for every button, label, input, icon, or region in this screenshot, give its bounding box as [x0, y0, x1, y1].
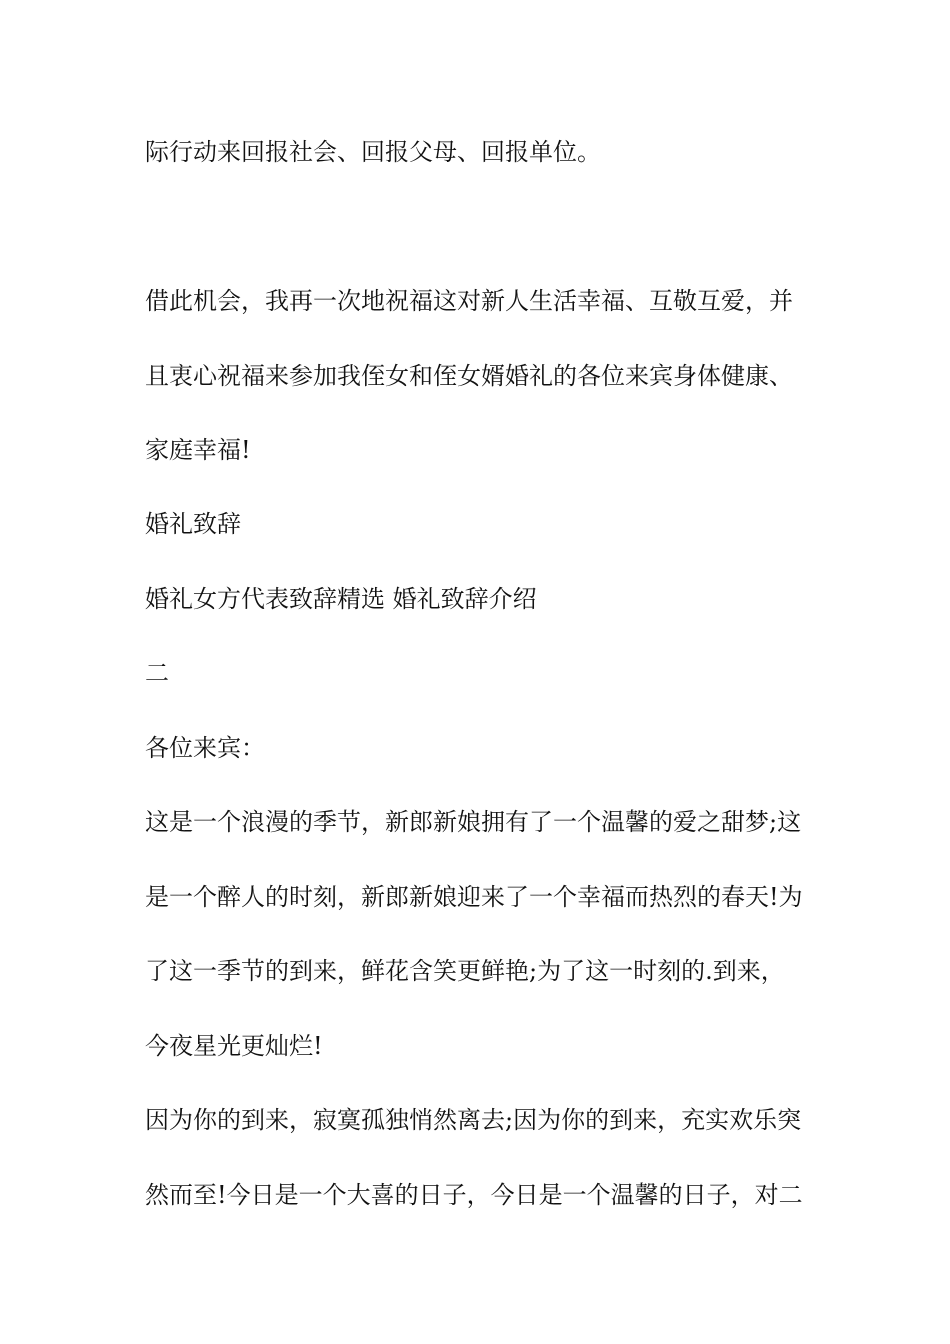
- text-line: 这是一个浪漫的季节，新郎新娘拥有了一个温馨的爱之甜梦;这: [145, 808, 802, 836]
- text-line: 且衷心祝福来参加我侄女和侄女婿婚礼的各位来宾身体健康、: [145, 362, 793, 390]
- text-line: 际行动来回报社会、回报父母、回报单位。: [145, 138, 601, 166]
- text-line: 婚礼女方代表致辞精选 婚礼致辞介绍: [145, 585, 537, 613]
- text-line: 是一个醉人的时刻，新郎新娘迎来了一个幸福而热烈的春天!为: [145, 883, 803, 911]
- salutation: 各位来宾：: [145, 734, 265, 762]
- text-line: 二: [145, 659, 169, 687]
- text-line: 因为你的到来，寂寞孤独悄然离去;因为你的到来，充实欢乐突: [145, 1106, 802, 1134]
- text-line: 借此机会，我再一次地祝福这对新人生活幸福、互敬互爱，并: [145, 287, 793, 315]
- text-line: 了这一季节的到来，鲜花含笑更鲜艳;为了这一时刻的.到来，: [145, 957, 785, 985]
- text-line: 然而至!今日是一个大喜的日子，今日是一个温馨的日子，对二: [145, 1181, 803, 1209]
- text-line: 家庭幸福!: [145, 436, 251, 464]
- text-line: 今夜星光更灿烂!: [145, 1032, 323, 1060]
- section-heading: 婚礼致辞: [145, 510, 241, 538]
